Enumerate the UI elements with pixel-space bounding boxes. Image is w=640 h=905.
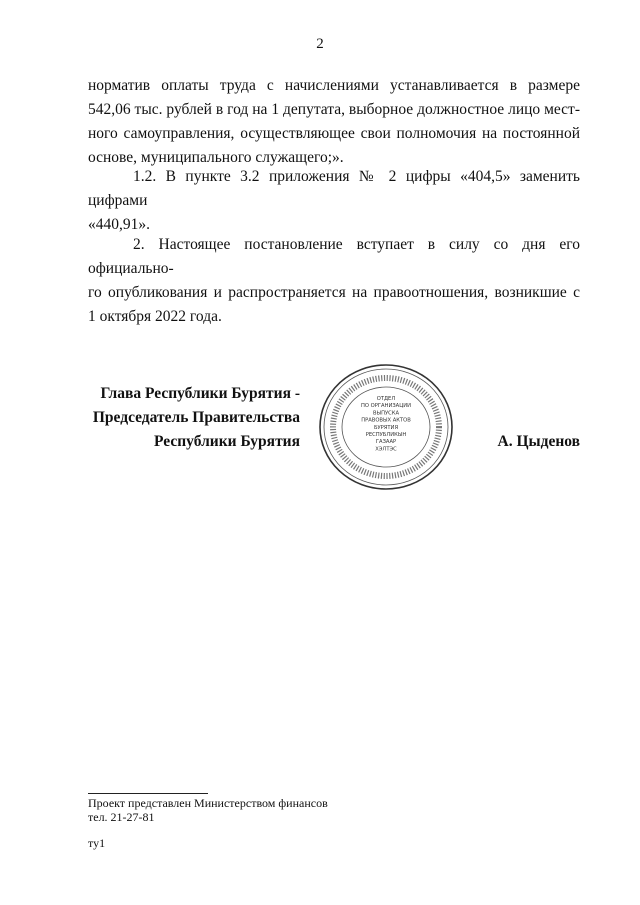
executor-initials: ту1 xyxy=(88,836,106,850)
footnote-line: Проект представлен Министерством финансов xyxy=(88,796,328,810)
seal-text-line: ПРАВОВЫХ АКТОВ xyxy=(361,417,411,424)
footnote-line: тел. 21-27-81 xyxy=(88,810,155,824)
paragraph-effective-date xyxy=(88,233,580,329)
seal-text-line: ГАЗААР xyxy=(375,439,397,446)
signatory-title-line: Глава Республики Бурятия - xyxy=(100,385,300,402)
seal-text-line: БУРЯТИЯ xyxy=(373,424,399,431)
text-line: 1 октября 2022 года. xyxy=(88,308,222,325)
text-line: ного самоуправления, осуществляющее свои полномочия на постоянной xyxy=(88,125,580,142)
paragraph-amendment xyxy=(88,165,580,237)
seal-text-line: РЕСПУБЛИКЫН xyxy=(365,432,407,438)
text-line: 542,06 тыс. рублей в год на 1 депутата, выборное должностное лицо мест- xyxy=(88,101,580,118)
signatory-title-line: Председатель Правительства xyxy=(92,409,300,426)
paragraph-norm xyxy=(88,74,580,170)
signatory-title xyxy=(88,382,300,454)
seal-text-line: ПО ОРГАНИЗАЦИИ xyxy=(360,403,412,410)
text-line: 1.2. В пункте 3.2 приложения № 2 цифры «404,5» заменить цифрами xyxy=(88,168,580,209)
footnote-divider xyxy=(88,793,208,794)
text-line: основе, муниципального служащего;». xyxy=(88,149,344,166)
page-number: 2 xyxy=(316,36,324,52)
signatory-name: А. Цыденов xyxy=(497,433,580,450)
text-line: норматив оплаты труда с начислениями устанавливается в размере xyxy=(88,77,580,94)
official-seal xyxy=(316,362,456,492)
footnote xyxy=(88,796,328,824)
signatory-title-line: Республики Бурятия xyxy=(154,433,300,450)
text-line: го опубликования и распространяется на правоотношения, возникшие с xyxy=(88,284,580,301)
text-line: «440,91». xyxy=(88,216,150,233)
seal-text-line: ОТДЕЛ xyxy=(376,396,396,402)
text-line: 2. Настоящее постановление вступает в силу со дня его официально- xyxy=(88,236,580,277)
seal-text-line: ВЫПУСКА xyxy=(372,410,400,417)
seal-text-line: ХЭЛТЭС xyxy=(375,446,397,453)
